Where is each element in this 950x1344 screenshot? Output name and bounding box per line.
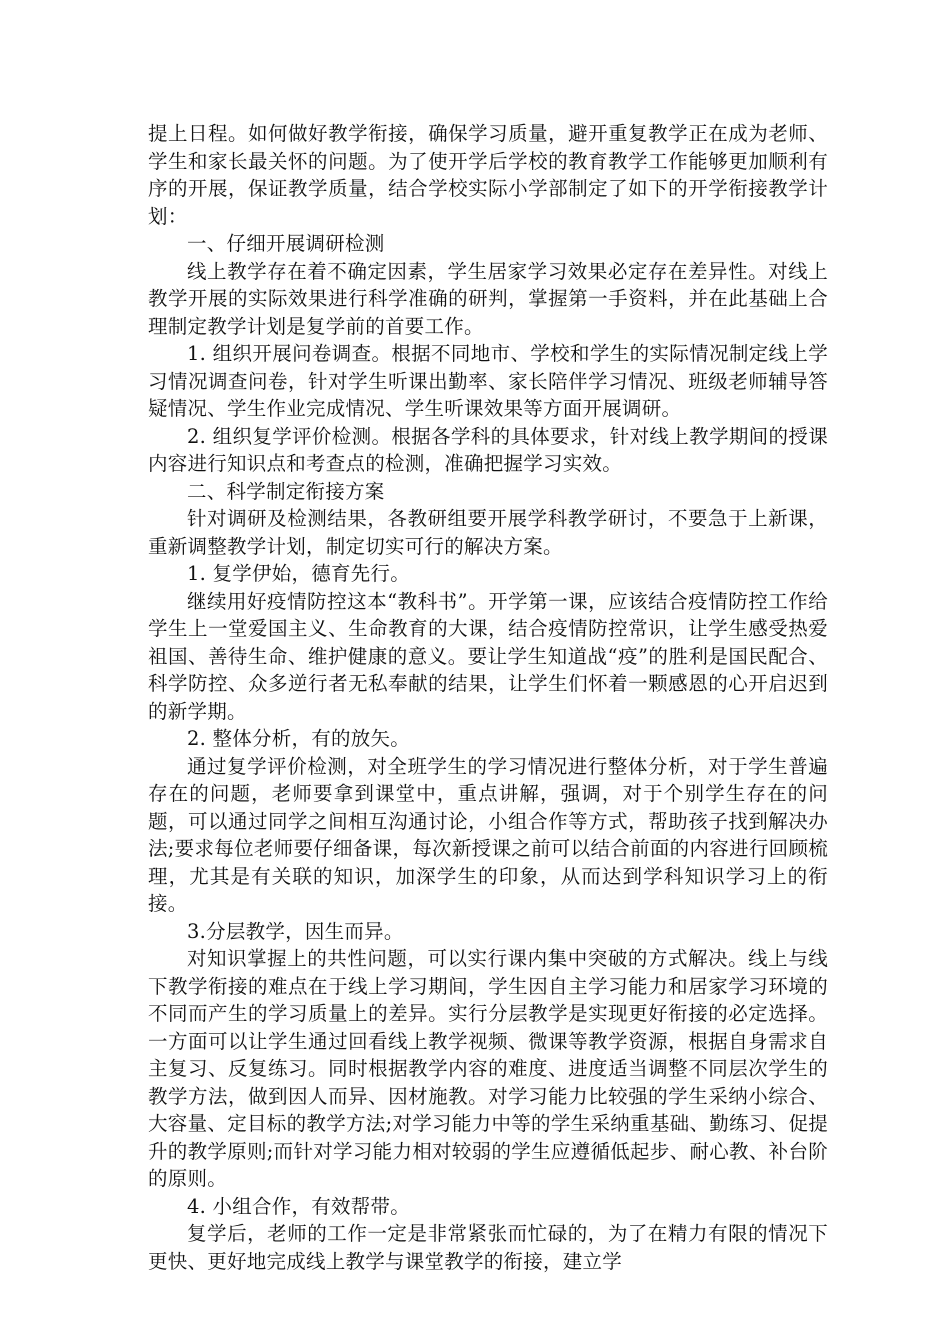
document-page xyxy=(148,120,828,1275)
subsection-heading-4: 4. 小组合作，有效帮带。 xyxy=(187,1194,411,1218)
body-paragraph: 继续用好疫情防控这本“教科书”。开学第一课，应该结合疫情防控工作给学生上一堂爱国主义、生命教育的大课，结合疫情防控常识，让学生感受热爱祖国、善待生命、维护健康的意义。要让学生知道战“疫”的胜利是国民配合、科学防控、众多逆行者无私奉献的结果，让学生们怀着一颗感恩的心开启迟到的新学期。 xyxy=(148,589,828,723)
intro-paragraph: 提上日程。如何做好教学衔接，确保学习质量，避开重复教学正在成为老师、学生和家长最关怀的问题。为了使开学后学校的教育教学工作能够更加顺利有序的开展，保证教学质量，结合学校实际小学部制定了如下的开学衔接教学计划： xyxy=(148,122,828,228)
body-paragraph: 2. 组织复学评价检测。根据各学科的具体要求，针对线上教学期间的授课内容进行知识点和考查点的检测，准确把握学习实效。 xyxy=(148,424,828,475)
section-heading-2: 二、科学制定衔接方案 xyxy=(187,479,385,503)
body-paragraph: 1. 组织开展问卷调查。根据不同地市、学校和学生的实际情况制定线上学习情况调查问卷，针对学生听课出勤率、家长陪伴学习情况、班级老师辅导答疑情况、学生作业完成情况、学生听课效果等方面开展调研。 xyxy=(148,342,828,420)
subsection-heading-2: 2. 整体分析，有的放矢。 xyxy=(187,727,411,750)
body-paragraph: 针对调研及检测结果，各教研组要开展学科教学研讨，不要急于上新课，重新调整教学计划，制定切实可行的解决方案。 xyxy=(148,507,828,558)
body-paragraph: 通过复学评价检测，对全班学生的学习情况进行整体分析，对于学生普遍存在的问题，老师要拿到课堂中，重点讲解，强调，对于个别学生存在的问题，可以通过同学之间相互沟通讨论，小组合作等方式，帮助孩子找到解决办法;要求每位老师要仔细备课，每次新授课之前可以结合前面的内容进行回顾梳理，尤其是有关联的知识，加深学生的印象，从而达到学科知识学习上的衔接。 xyxy=(148,754,828,915)
body-paragraph: 复学后，老师的工作一定是非常紧张而忙碌的，为了在精力有限的情况下更快、更好地完成线上教学与课堂教学的衔接，建立学 xyxy=(148,1222,828,1273)
subsection-heading-3: 3.分层教学，因生而异。 xyxy=(187,919,404,943)
body-paragraph: 对知识掌握上的共性问题，可以实行课内集中突破的方式解决。线上与线下教学衔接的难点在于线上学习期间，学生因自主学习能力和居家学习环境的不同而产生的学习质量上的差异。实行分层教学是实现更好衔接的必定选择。一方面可以让学生通过回看线上教学视频、微课等教学资源，根据自身需求自主复习、反复练习。同时根据教学内容的难度、进度适当调整不同层次学生的教学方法，做到因人而异、因材施教。对学习能力比较强的学生采纳小综合、大容量、定目标的教学方法;对学习能力中等的学生采纳重基础、勤练习、促提升的教学原则;而针对学习能力相对较弱的学生应遵循低起步、耐心教、补台阶的原则。 xyxy=(148,947,828,1190)
section-heading-1: 一、仔细开展调研检测 xyxy=(187,232,385,255)
subsection-heading-1: 1. 复学伊始，德育先行。 xyxy=(187,562,411,585)
body-paragraph: 线上教学存在着不确定因素，学生居家学习效果必定存在差异性。对线上教学开展的实际效果进行科学准确的研判，掌握第一手资料，并在此基础上合理制定教学计划是复学前的首要工作。 xyxy=(148,259,828,338)
